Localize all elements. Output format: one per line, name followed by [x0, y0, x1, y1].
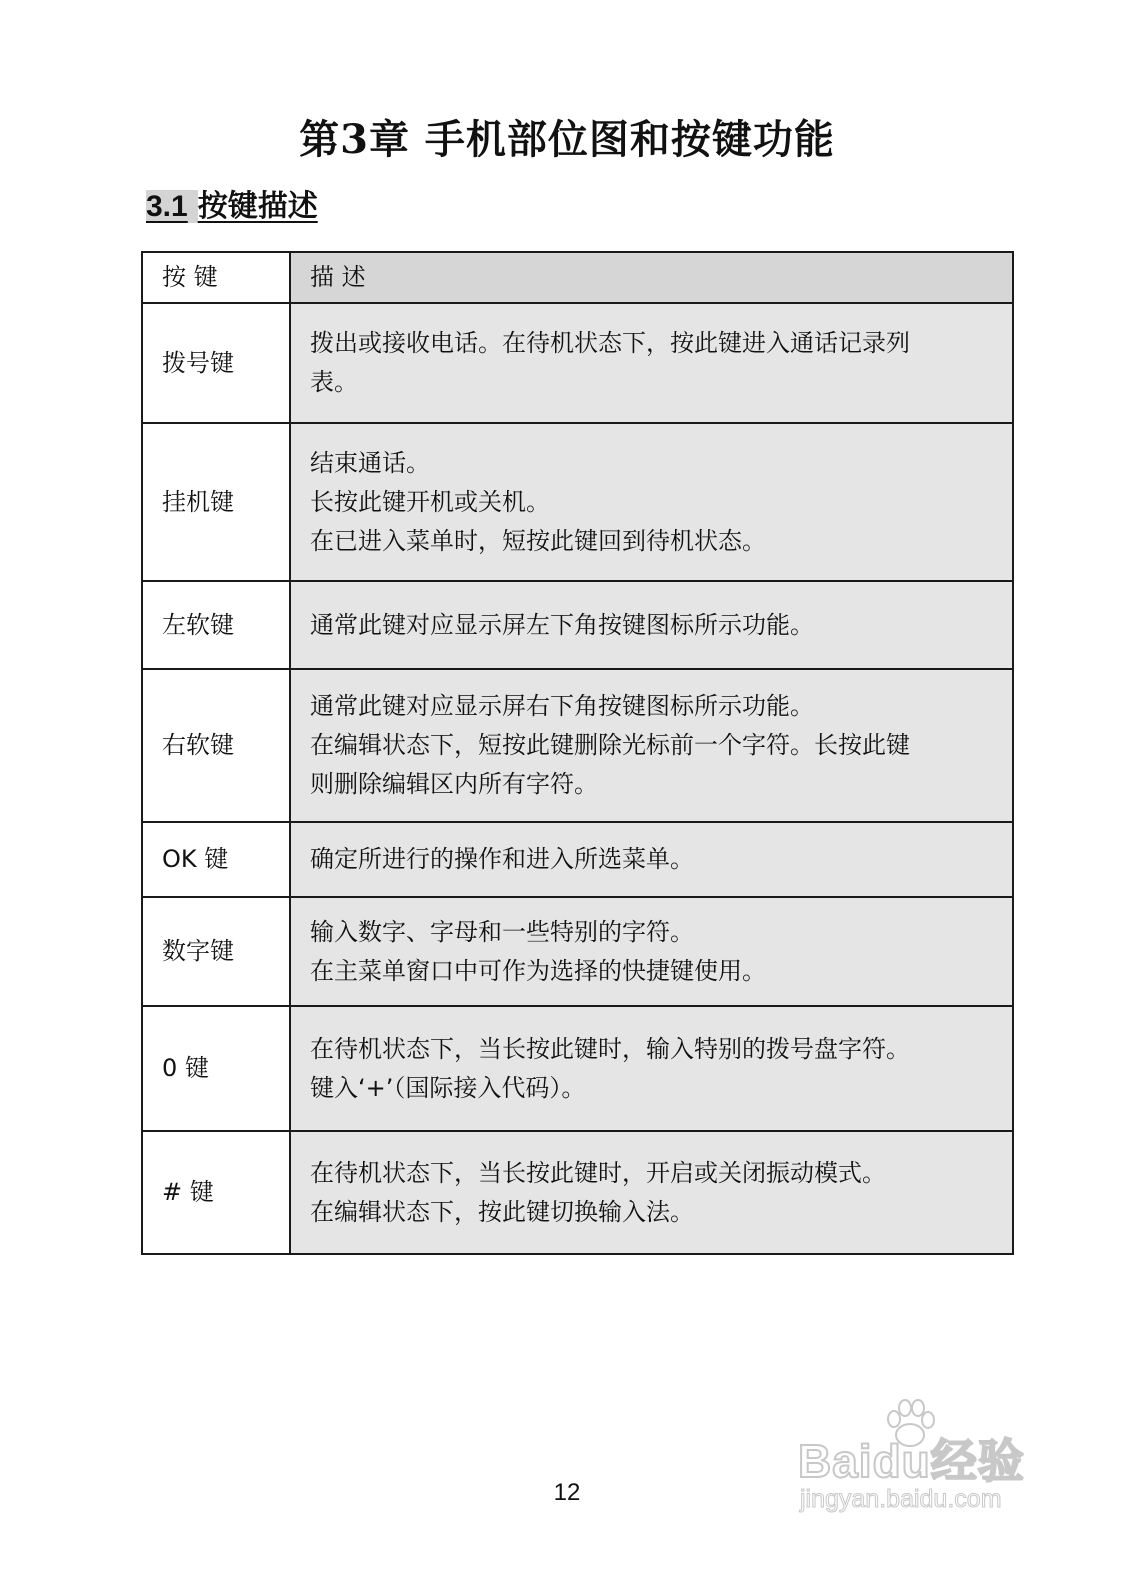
description-line: 通常此键对应显示屏左下角按键图标所示功能。	[310, 610, 814, 639]
key-description-cell	[290, 581, 1013, 669]
description-line: 在已进入菜单时，短按此键回到待机状态。	[310, 526, 766, 555]
description-line: 通常此键对应显示屏右下角按键图标所示功能。	[310, 692, 814, 720]
key-description-cell	[290, 1131, 1013, 1254]
table-body	[142, 252, 1013, 1254]
key-name-cell: 挂机键	[142, 423, 290, 581]
table-row	[142, 303, 1013, 423]
watermark	[790, 1395, 1060, 1525]
description-line: 在待机状态下，当长按此键时，输入特别的拨号盘字符。	[310, 1034, 910, 1063]
page-number: 12	[553, 1479, 581, 1506]
table-row	[142, 822, 1013, 897]
description-line: 在编辑状态下，短按此键删除光标前一个字符。长按此键	[310, 731, 910, 759]
header-desc-cell: 描 述	[290, 252, 1013, 303]
description-line: 拨出或接收电话。在待机状态下，按此键进入通话记录列	[310, 329, 910, 357]
description-line: 在待机状态下，当长按此键时，开启或关闭振动模式。	[310, 1158, 886, 1187]
key-description-cell	[290, 897, 1013, 1006]
key-name-cell: 0 键	[142, 1006, 290, 1131]
section-heading	[146, 183, 318, 231]
section-title: 按键描述	[197, 190, 318, 223]
description-line: 表。	[310, 368, 358, 396]
key-name-cell: 拨号键	[142, 303, 290, 423]
key-name-cell: 左软键	[142, 581, 290, 669]
chapter-title: 第3章 手机部位图和按键功能	[299, 116, 835, 163]
watermark-url: jingyan.baidu.com	[800, 1485, 1002, 1513]
table-row	[142, 669, 1013, 822]
table-row	[142, 1006, 1013, 1131]
description-line: 长按此键开机或关机。	[310, 487, 550, 516]
key-name-cell: # 键	[142, 1131, 290, 1254]
key-description-cell	[290, 669, 1013, 822]
description-line: 则删除编辑区内所有字符。	[310, 770, 598, 798]
key-name-cell: 右软键	[142, 669, 290, 822]
watermark-brand: Baidu经验	[798, 1435, 1025, 1487]
key-description-cell	[290, 303, 1013, 423]
table-row	[142, 897, 1013, 1006]
section-number: 3.1	[146, 190, 198, 223]
table-row	[142, 581, 1013, 669]
table-header-row	[142, 252, 1013, 303]
description-line: 结束通话。	[310, 448, 430, 477]
key-name-cell: OK 键	[142, 822, 290, 897]
description-line: 确定所进行的操作和进入所选菜单。	[310, 845, 694, 873]
key-description-cell	[290, 1006, 1013, 1131]
key-description-cell	[290, 822, 1013, 897]
table-row	[142, 1131, 1013, 1254]
header-key-cell: 按 键	[142, 252, 290, 303]
description-line: 键入‘+’（国际接入代码）。	[310, 1073, 586, 1102]
key-description-cell	[290, 423, 1013, 581]
key-name-cell: 数字键	[142, 897, 290, 1006]
table-row	[142, 423, 1013, 581]
description-line: 在编辑状态下，按此键切换输入法。	[310, 1197, 694, 1226]
description-line: 在主菜单窗口中可作为选择的快捷键使用。	[310, 956, 766, 985]
description-line: 输入数字、字母和一些特别的字符。	[310, 917, 694, 946]
key-description-table	[141, 251, 1014, 1255]
